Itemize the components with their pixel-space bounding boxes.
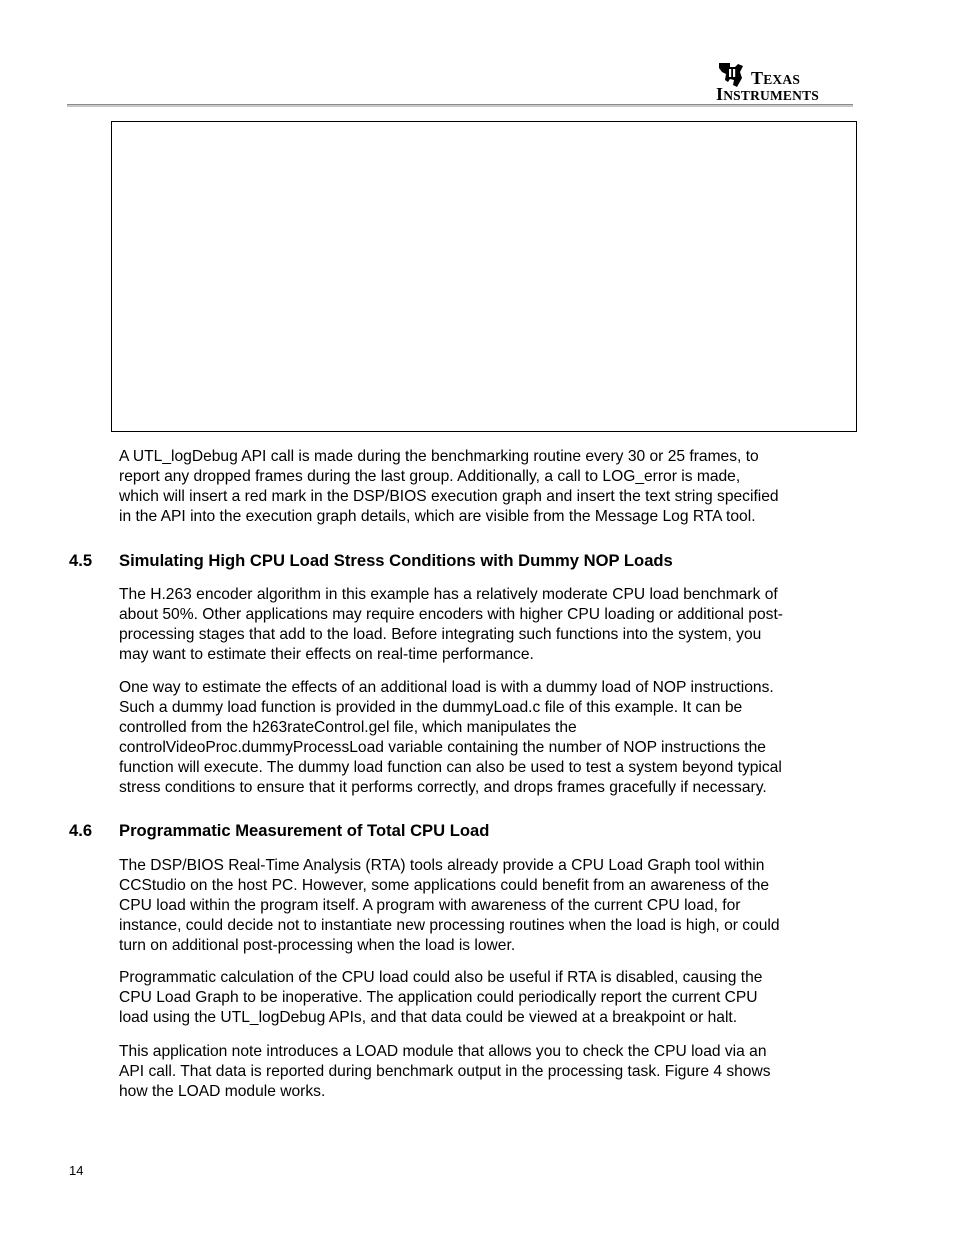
paragraph-rta-tools	[119, 856, 854, 956]
text-line: turn on additional post-processing when the load is lower.	[119, 936, 516, 954]
text-line: The DSP/BIOS Real-Time Analysis (RTA) tools already provide a CPU Load Graph tool within	[119, 857, 765, 874]
texas-instruments-logo	[716, 60, 846, 104]
text-line: controlled from the h263rateControl.gel file, which manipulates the	[119, 718, 577, 736]
text-line: how the LOAD module works.	[119, 1082, 326, 1100]
text-line: This application note introduces a LOAD module that allows you to check the CPU load via an	[119, 1043, 767, 1060]
text-line: A UTL_logDebug API call is made during the benchmarking routine every 30 or 25 frames, to	[119, 448, 759, 465]
page-number: 14	[69, 1163, 84, 1178]
text-line: instance, could decide not to instantiate new processing routines when the load is high, or could	[119, 916, 780, 934]
text-line: in the API into the execution graph details, which are visible from the Message Log RTA tool.	[119, 507, 756, 525]
text-line: The H.263 encoder algorithm in this example has a relatively moderate CPU load benchmark of	[119, 586, 778, 603]
section-heading-4-5	[69, 551, 673, 571]
text-line: report any dropped frames during the last group. Additionally, a call to LOG_error is made,	[119, 467, 741, 485]
text-line: CCStudio on the host PC. However, some applications could benefit from an awareness of the	[119, 876, 770, 894]
section-number: 4.6	[69, 821, 93, 840]
section-heading-4-6	[69, 821, 489, 841]
text-line: load using the UTL_logDebug APIs, and that data could be viewed at a breakpoint or halt.	[119, 1008, 738, 1026]
section-number: 4.5	[69, 551, 93, 570]
section-title: Simulating High CPU Load Stress Conditions with Dummy NOP Loads	[119, 551, 673, 570]
text-line: API call. That data is reported during benchmark output in the processing task. Figure 4 shows	[119, 1062, 771, 1080]
text-line: One way to estimate the effects of an additional load is with a dummy load of NOP instructions.	[119, 679, 774, 696]
text-line: about 50%. Other applications may require encoders with higher CPU loading or additional post-	[119, 605, 783, 623]
paragraph-load-module	[119, 1042, 854, 1102]
text-line: function will execute. The dummy load function can also be used to test a system beyond typical	[119, 758, 782, 776]
text-line: processing stages that add to the load. Before integrating such functions into the system, you	[119, 625, 762, 643]
header-rule	[67, 104, 853, 107]
section-title: Programmatic Measurement of Total CPU Load	[119, 821, 490, 840]
text-line: controlVideoProc.dummyProcessLoad variable containing the number of NOP instructions the	[119, 738, 766, 756]
paragraph-dummy-load	[119, 678, 854, 797]
paragraph-programmatic-calc	[119, 968, 854, 1028]
logo-word-texas: TEXAS	[751, 68, 801, 88]
logo-word-instruments: INSTRUMENTS	[716, 84, 819, 104]
paragraph-h263-load	[119, 585, 854, 665]
text-line: stress conditions to ensure that it performs correctly, and drops frames gracefully if necessary.	[119, 778, 767, 796]
figure-frame	[111, 121, 857, 432]
text-line: Programmatic calculation of the CPU load could also be useful if RTA is disabled, causing the	[119, 969, 763, 986]
text-line: CPU load within the program itself. A program with awareness of the current CPU load, for	[119, 896, 741, 914]
text-line: may want to estimate their effects on real-time performance.	[119, 645, 534, 663]
paragraph-logdebug	[119, 447, 854, 527]
text-line: Such a dummy load function is provided in the dummyLoad.c file of this example. It can be	[119, 698, 743, 716]
text-line: which will insert a red mark in the DSP/BIOS execution graph and insert the text string specified	[119, 487, 779, 505]
text-line: CPU Load Graph to be inoperative. The application could periodically report the current CPU	[119, 988, 758, 1006]
